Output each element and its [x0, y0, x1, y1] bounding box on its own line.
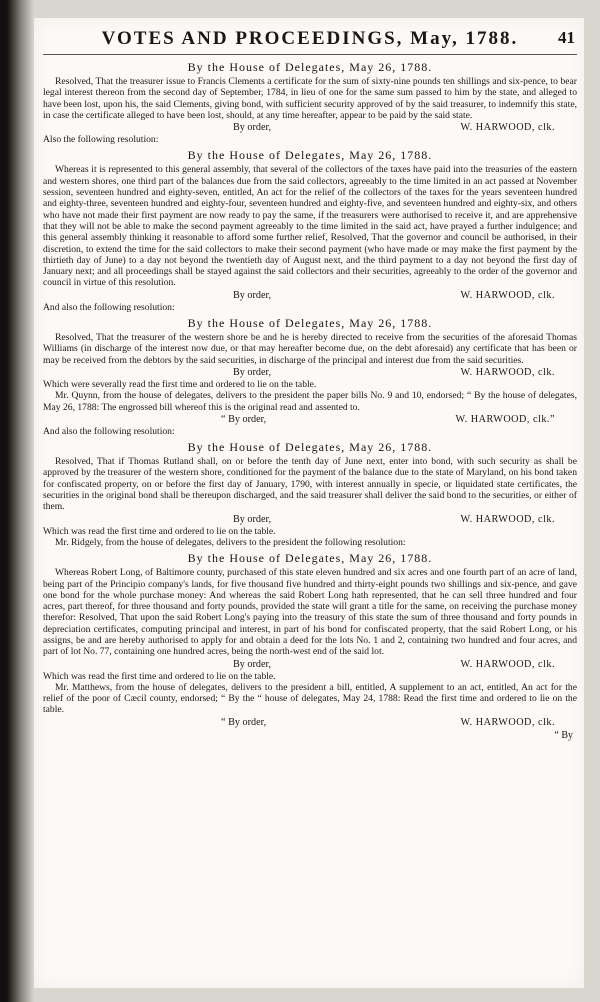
signature-line	[43, 413, 577, 426]
proceeding-text: Mr. Quynn, from the house of delegates, delivers to the president the paper bills No. 9 and 10, endorsed; “ By the house of delegates, May 26, 1788: The engrossed bill whereof this is the original read and assented to.	[43, 390, 577, 413]
resolution-heading: By the House of Delegates, May 26, 1788.	[187, 551, 433, 566]
running-header	[43, 28, 577, 55]
proceeding-text: Which was read the first time and ordered to lie on the table.	[43, 670, 276, 682]
page-content	[43, 28, 577, 741]
signature-line	[43, 716, 577, 729]
signature-name: W. HARWOOD, clk.”	[455, 413, 555, 425]
signature-name: W. HARWOOD, clk.	[460, 716, 555, 728]
resolution-heading: By the House of Delegates, May 26, 1788.	[187, 440, 433, 455]
binding-gutter	[0, 0, 34, 1002]
resolution-text: Resolved, That if Thomas Rutland shall, on or before the tenth day of June next, enter into bond, with such security as shall be approved by the treasurer of the western shore, conditioned for the payment of the balance due to the state of Maryland, on his bond taken for confiscated property, on or before the first day of January, 1790, with interest annually in specie, or liquidated state certificates, the securities in the original bond shall be thereupon discharged, and the said treasurer shall deliver the said bond to the securities, or either of them.	[43, 456, 577, 513]
signature-name: W. HARWOOD, clk.	[460, 658, 555, 670]
proceeding-text: And also the following resolution:	[43, 301, 175, 313]
catchword: “ By	[554, 729, 573, 741]
signature-order: “ By order,	[221, 413, 267, 425]
resolution-text: Whereas it is represented to this general assembly, that several of the collectors of the taxes have paid into the treasuries of the eastern and western shores, one third part of the balances due from the said collectors, agreeably to the time limited in an act passed at November session, seventeen hundred and eighty-seven, entitled, An act for the relief of the collectors of the taxes for the years seventeen hundred and eighty-three, seventeen hundred and eighty-four, seventeen hundred and eighty-five, and seventeen hundred and eighty-six, and others who have not made their first payment are now ready to pay the same, if the treasurers were authorised to receive it, and are apprehensive that they will not be able to make the second payment agreeably to the time limited in the said act, have prayed a further indulgence; and this general assembly thinking it reasonable to afford some further relief, Resolved, That the governor and council be authorised, in their discretion, to extend the time for the said collectors to make their second payment (who have made or may make the first payment by the thirtieth day of June) to a day not beyond the twentieth day of August next, and the third payment to a day not beyond the first day of January next; and all proceedings shall be stayed against the said collectors and their securities, agreeably to the order of the governor and council in virtue of this resolution.	[43, 164, 577, 289]
resolution-heading: By the House of Delegates, May 26, 1788.	[187, 316, 433, 331]
resolution-text: Resolved, That the treasurer issue to Francis Clements a certificate for the sum of sixty-nine pounds ten shillings and six-pence, to bear legal interest thereon from the second day of September, 1784, in lieu of one for the same sum passed to him by the state, and alleged to have been lost, upon his, the said Clements, giving bond, with sufficient security approved of by the said treasurer, to indemnify this state, in case the certificate alleged to have been lost, should, at any time hereafter, appear to be paid by the said state.	[43, 76, 577, 121]
running-title: VOTES AND PROCEEDINGS, May, 1788.	[101, 28, 519, 49]
proceeding-text: Which were severally read the first time and ordered to lie on the table.	[43, 378, 317, 390]
signature-name: W. HARWOOD, clk.	[460, 122, 555, 134]
resolution-heading: By the House of Delegates, May 26, 1788.	[187, 60, 433, 74]
signature-line	[43, 366, 577, 379]
resolution-heading: By the House of Delegates, May 26, 1788.	[187, 148, 433, 163]
proceeding-text: And also the following resolution:	[43, 425, 175, 437]
signature-name: W. HARWOOD, clk.	[460, 289, 555, 301]
proceeding-text: Mr. Ridgely, from the house of delegates, delivers to the president the following resolution:	[55, 536, 406, 548]
proceeding-text: Mr. Matthews, from the house of delegates, delivers to the president a bill, entitled, A supplement to an act, entitled, An act for the relief of the poor of Cæcil county, endorsed; “ By the “ house of delegates, May 24, 1788: Read the first time and ordered to lie on the table.	[43, 681, 577, 716]
resolution-text: Whereas Robert Long, of Baltimore county, purchased of this state eleven hundred and six acres and one fourth part of an acre of land, being part of the Principio company's lands, for five thousand five hundred and thirty-eight pounds two shillings and six-pence, and gave one bond for the whole purchase money: And whereas the said Robert Long hath represented, that he can sell three hundred and four acres, part thereof, for three thousand and forty pounds, provided the state will grant a title for the same, on receiving the purchase money therefor: Resolved, That upon the said Robert Long's paying into the treasury of this state the sum of three thousand and forty pounds in depreciation certificates, computing principal and interest, in part of his bond for confiscated property, that the said Robert Long, or his assigns, be and are hereby authorised to apply for and obtain a deed for the lots No. 1 and 2, containing two hundred and four acres, and part of lot No. 77, containing one hundred acres, being the north-west end of the said lot.	[43, 567, 577, 658]
signature-order: “ By order,	[221, 716, 267, 728]
signature-line	[43, 658, 577, 671]
resolution-text: Resolved, That the treasurer of the western shore be and he is hereby directed to receive from the securities of the aforesaid Thomas Williams (in discharge of the interest now due, or that may hereafter become due, on the debt aforesaid) any certificate that has been or may be received from the debtors by the said securities, in discharge of the principal and interest due from the said securities.	[43, 332, 577, 366]
signature-line	[43, 289, 577, 302]
signature-order: By order,	[233, 513, 272, 525]
signature-order: By order,	[233, 289, 272, 301]
signature-line	[43, 121, 577, 134]
signature-name: W. HARWOOD, clk.	[460, 366, 555, 378]
proceeding-text: Also the following resolution:	[43, 134, 159, 146]
proceeding-text: Which was read the first time and ordered to lie on the table.	[43, 525, 276, 537]
signature-line	[43, 513, 577, 526]
signature-order: By order,	[233, 658, 272, 670]
signature-order: By order,	[233, 366, 272, 378]
signature-name: W. HARWOOD, clk.	[460, 513, 555, 525]
book-page	[34, 18, 584, 988]
signature-order: By order,	[233, 122, 272, 134]
page-number: 41	[558, 28, 575, 47]
